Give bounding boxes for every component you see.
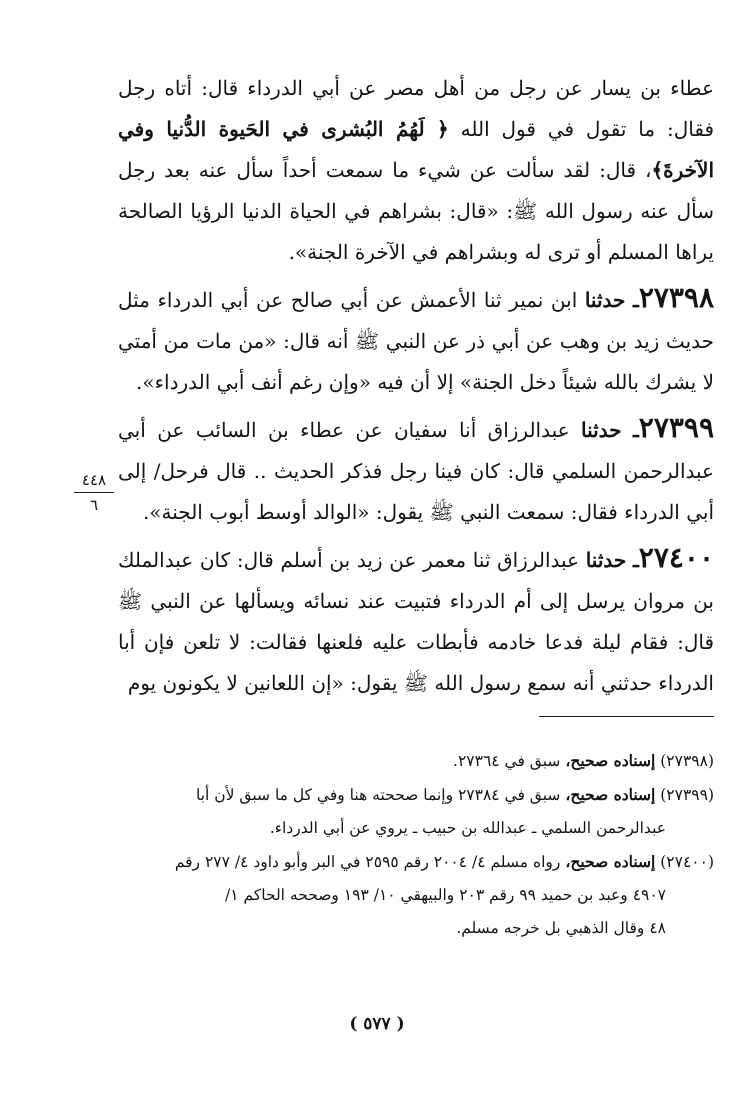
narration-keyword: حدثنا (585, 548, 627, 572)
hadith-number: ٢٧٣٩٨ (638, 281, 715, 314)
hadith-text: عطاء بن يسار عن رجل من أهل مصر عن أبي الدرداء قال: أتاه رجل فقال: ما تقول في قول الله (118, 76, 714, 141)
footnote-text: سبق في ٢٧٣٦٤. (453, 752, 566, 770)
number-dash: ـ (632, 288, 639, 312)
footnote-continuation: ٤٨ وقال الذهبي بل خرجه مسلم. (456, 919, 666, 937)
footnote-27400 (110, 845, 714, 879)
narration-keyword: حدثنا (580, 418, 622, 442)
page-number: ( ٥٧٧ ) (349, 1014, 405, 1034)
margin-ref-part: ٦ (89, 496, 99, 514)
footnote-separator (539, 716, 714, 717)
footnote-27398 (110, 744, 714, 778)
footnote-text: رواه مسلم ٤/ ٢٠٠٤ رقم ٢٥٩٥ في البر وأبو داود ٤/ ٢٧٧ رقم (174, 853, 566, 871)
hadith-text: ابن نمير ثنا الأعمش عن أبي صالح عن أبي الدرداء مثل حديث زيد بن وهب عن أبي ذر عن النبي ﷺ أنه قال: «من مات من أمتي لا يشرك بالله شيئاً دخل الجنة» إلا أن فيه «وإن رغم أنف أبي الدرداء». (118, 288, 715, 394)
hadith-entry-27399 (118, 407, 714, 533)
footnote-label: (٢٧٣٩٩) (660, 786, 714, 804)
hadith-number: ٢٧٣٩٩ (638, 411, 714, 444)
hadith-number: ٢٧٤٠٠ (638, 541, 714, 574)
footnote-continuation: عبدالرحمن السلمي ـ عبدالله بن حبيب ـ يروي عن أبي الدرداء. (269, 819, 666, 837)
footnote-27399 (110, 778, 714, 812)
footnote-text: سبق في ٢٧٣٨٤ وإنما صححته هنا وفي كل ما سبق لأن أبا (196, 786, 566, 804)
margin-volume-reference (74, 470, 114, 515)
footnotes (110, 744, 714, 945)
hadith-text: ، قال: لقد سألت عن شيء ما سمعت أحداً سأل عنه بعد رجل سأل عنه رسول الله ﷺ: «قال: بشراهم في الحياة الدنيا الرؤيا الصالحة يراها المسلم أو ترى له وبشراهم في الآخرة الجنة». (118, 158, 714, 264)
footnote-grade: إسناده صحيح، (565, 785, 656, 804)
footnote-grade: إسناده صحيح، (565, 852, 656, 871)
hadith-text: عبدالرزاق أنا سفيان عن عطاء بن السائب عن أبي عبدالرحمن السلمي قال: كان فينا رجل فذكر الحديث .. قال فرحل/ إلى أبي الدرداء فقال: سمعت النبي ﷺ يقول: «الوالد أوسط أبوب الجنة». (118, 418, 714, 524)
number-dash: ـ (632, 418, 639, 442)
narration-keyword: حدثنا (584, 288, 626, 312)
footnote-continuation: ٤٩٠٧ وعبد بن حميد ٩٩ رقم ٢٠٣ والبيهقي ١٠/ ١٩٣ وصححه الحاكم ١/ (225, 886, 666, 904)
hadith-entry-27398 (118, 277, 714, 403)
footnote-grade: إسناده صحيح، (565, 751, 656, 770)
hadith-text: عبدالرزاق ثنا معمر عن زيد بن أسلم قال: كان عبدالملك بن مروان يرسل إلى أم الدرداء فتبيت عند نسائه ويسألها عن النبي ﷺ قال: فقام ليلة فدعا خادمه فأبطات عليه فلعنها فقالت: لا تلعن فإن أبا الدرداء حدثني أنه سمع رسول الله ﷺ يقول: «إن اللعانين لا يكونون يوم (118, 548, 714, 695)
hadith-entry-27400 (118, 537, 714, 704)
footnote-label: (٢٧٣٩٨) (660, 752, 714, 770)
main-text (118, 68, 714, 704)
margin-ref-page: ٤٤٨ (74, 470, 114, 493)
footnote-label: (٢٧٤٠٠) (660, 853, 714, 871)
quran-verse: ﴿ لَهُمُ البُشرى في الحَيوة الدُّنيا وفي الآخرةَ﴾ (118, 117, 714, 182)
hadith-paragraph-continued (118, 68, 714, 273)
number-dash: ـ (632, 548, 639, 572)
